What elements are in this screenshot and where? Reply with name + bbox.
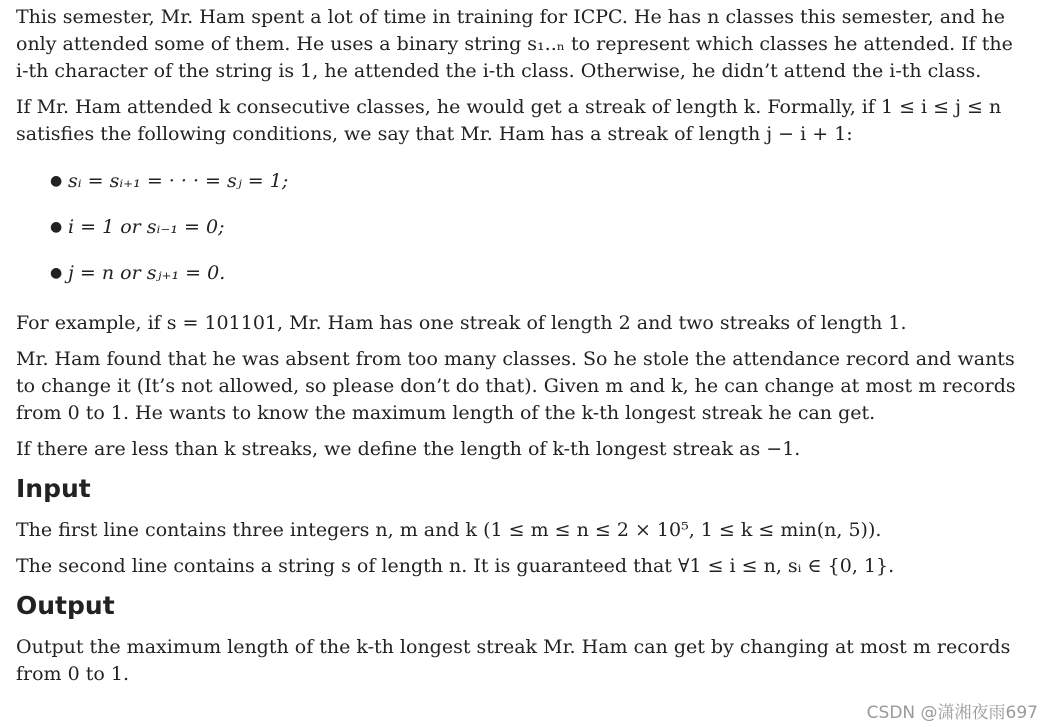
bullet-icon: ● [50,265,63,281]
conditions-list [16,168,1016,306]
problem-statement [16,4,1016,697]
fallback-paragraph: If there are less than k streaks, we define the length of k-th longest streak as −1. [16,438,801,460]
bullet-icon: ● [50,173,63,189]
bullet-icon: ● [50,219,63,235]
input-heading: Input [16,474,91,503]
example-paragraph: For example, if s = 101101, Mr. Ham has one streak of length 2 and two streaks of length 1. [16,312,907,334]
condition-item [16,214,1016,260]
input-line-2: The second line contains a string s of length n. It is guaranteed that ∀1 ≤ i ≤ n, sᵢ ∈ {0, 1}. [16,555,895,577]
condition-text: j = n or sⱼ₊₁ = 0. [68,262,226,284]
output-heading: Output [16,591,115,620]
csdn-watermark: CSDN @潇湘夜雨697 [866,703,1038,723]
condition-text: sᵢ = sᵢ₊₁ = · · · = sⱼ = 1; [68,170,289,192]
streak-definition-paragraph: If Mr. Ham attended k consecutive classes, he would get a streak of length k. Formally, if 1 ≤ i ≤ j ≤ n satisfies the following conditions, we say that Mr. Ham has a streak of length j − i + 1: [16,96,1002,145]
intro-paragraph: This semester, Mr. Ham spent a lot of time in training for ICPC. He has n classes this semester, and he only attended some of them. He uses a binary string s₁..ₙ to represent which classes he attended. If the i-th character of the string is 1, he attended the i-th class. Otherwise, he didn’t attend the i-th class. [16,6,1013,82]
condition-item [16,168,1016,214]
condition-text: i = 1 or sᵢ₋₁ = 0; [68,216,225,238]
input-line-1: The first line contains three integers n, m and k (1 ≤ m ≤ n ≤ 2 × 10⁵, 1 ≤ k ≤ min(n, 5)). [16,519,882,541]
output-paragraph: Output the maximum length of the k-th longest streak Mr. Ham can get by changing at most m records from 0 to 1. [16,636,1011,685]
task-paragraph: Mr. Ham found that he was absent from too many classes. So he stole the attendance record and wants to change it (It’s not allowed, so please don’t do that). Given m and k, he can change at most m records from 0 to 1. He wants to know the maximum length of the k-th longest streak he can get. [16,348,1016,424]
condition-item [16,260,1016,306]
